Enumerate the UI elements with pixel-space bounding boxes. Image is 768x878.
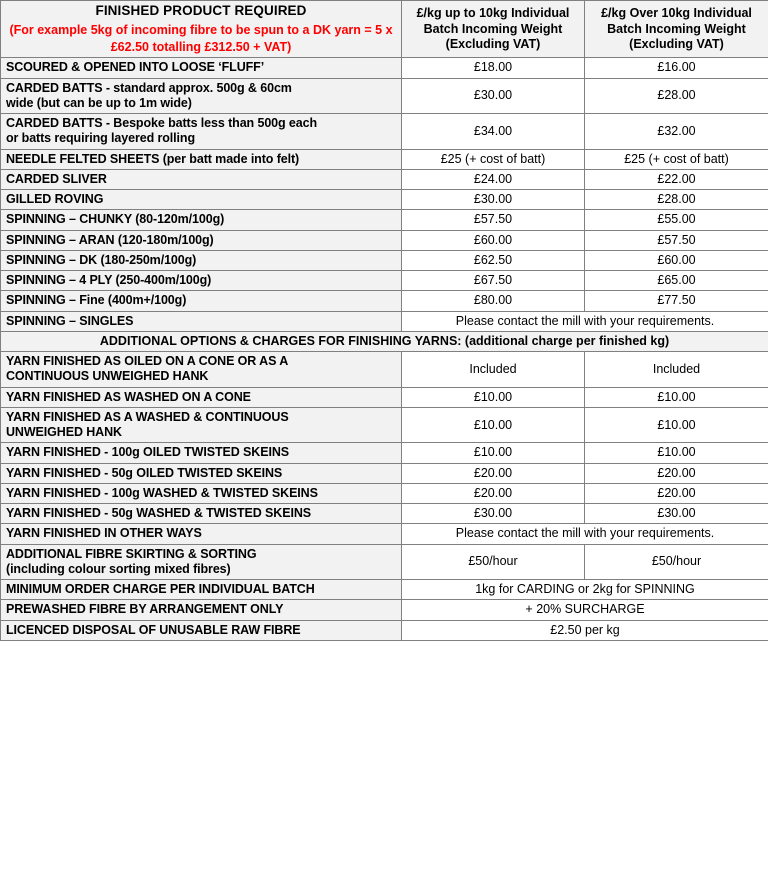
row-note-spanning: Please contact the mill with your requirements. <box>402 311 768 331</box>
table-row <box>1 58 768 78</box>
row-price-col-1: £67.50 <box>402 271 585 291</box>
row-description <box>1 190 402 210</box>
row-description-line: ADDITIONAL FIBRE SKIRTING & SORTING <box>6 546 257 561</box>
finishing-rows-section <box>1 352 768 641</box>
row-price-col-2: £20.00 <box>585 483 768 503</box>
row-price-col-2: £16.00 <box>585 58 768 78</box>
row-price-col-2: £50/hour <box>585 544 768 580</box>
table-row <box>1 311 768 331</box>
table-row <box>1 291 768 311</box>
row-description <box>1 483 402 503</box>
table-row <box>1 504 768 524</box>
table-row <box>1 149 768 169</box>
row-description-line: CONTINUOUS UNWEIGHED HANK <box>6 369 209 384</box>
product-rows-section <box>1 58 768 332</box>
row-description <box>1 463 402 483</box>
header-price-col-2-line2: Individual Batch <box>607 6 752 36</box>
header-price-col-2 <box>585 1 768 58</box>
row-price-col-2: £20.00 <box>585 463 768 483</box>
row-description-line: SPINNING – SINGLES <box>6 313 134 328</box>
row-note-spanning: £2.50 per kg <box>402 620 768 640</box>
row-price-col-1: £30.00 <box>402 78 585 114</box>
row-description <box>1 443 402 463</box>
row-description-line: CARDED BATTS - Bespoke batts less than 500g each <box>6 116 318 131</box>
row-description-line: or batts requiring layered rolling <box>6 131 195 146</box>
row-description-line: SPINNING – Fine (400m+/100g) <box>6 293 187 308</box>
header-price-col-2-line4: (Excluding VAT) <box>629 36 724 51</box>
header-price-col-2-line1: £/kg Over 10kg <box>601 6 691 21</box>
row-description-line: YARN FINISHED AS OILED ON A CONE OR AS A <box>6 354 289 369</box>
row-description-line: MINIMUM ORDER CHARGE PER INDIVIDUAL BATCH <box>6 582 315 597</box>
page-title: FINISHED PRODUCT REQUIRED <box>95 3 307 18</box>
row-description <box>1 544 402 580</box>
row-description-line: YARN FINISHED - 100g OILED TWISTED SKEINS <box>6 445 289 460</box>
row-price-col-2: £28.00 <box>585 190 768 210</box>
row-description <box>1 58 402 78</box>
table-row <box>1 169 768 189</box>
additional-options-banner: ADDITIONAL OPTIONS & CHARGES FOR FINISHING YARNS: (additional charge per finished kg) <box>1 331 768 351</box>
row-description-line: PREWASHED FIBRE BY ARRANGEMENT ONLY <box>6 602 284 617</box>
row-description <box>1 387 402 407</box>
additional-options-banner-section <box>1 331 768 351</box>
row-price-col-1: £34.00 <box>402 114 585 150</box>
row-description <box>1 504 402 524</box>
row-description-line: YARN FINISHED AS WASHED ON A CONE <box>6 389 251 404</box>
header-price-col-1 <box>402 1 585 58</box>
row-description <box>1 230 402 250</box>
row-price-col-1: £30.00 <box>402 504 585 524</box>
table-row <box>1 78 768 114</box>
table-row <box>1 230 768 250</box>
row-price-col-1: £60.00 <box>402 230 585 250</box>
row-price-col-2: Included <box>585 352 768 388</box>
row-description <box>1 580 402 600</box>
row-note-spanning: Please contact the mill with your requirements. <box>402 524 768 544</box>
header-example-note <box>6 22 396 55</box>
row-description <box>1 169 402 189</box>
row-price-col-2: £30.00 <box>585 504 768 524</box>
table-row <box>1 407 768 443</box>
table-row <box>1 331 768 351</box>
row-price-col-1: £10.00 <box>402 387 585 407</box>
row-note-spanning: 1kg for CARDING or 2kg for SPINNING <box>402 580 768 600</box>
row-description-line: CARDED SLIVER <box>6 171 107 186</box>
row-price-col-2: £10.00 <box>585 387 768 407</box>
header-price-col-1-line1: £/kg up to 10kg <box>416 6 508 21</box>
row-price-col-1: £24.00 <box>402 169 585 189</box>
row-description-line: (including colour sorting mixed fibres) <box>6 561 231 576</box>
row-price-col-1: £10.00 <box>402 407 585 443</box>
row-description <box>1 78 402 114</box>
row-price-col-1: £18.00 <box>402 58 585 78</box>
header-price-col-1-line3: Incoming Weight <box>461 21 563 36</box>
row-description <box>1 524 402 544</box>
header-example-note-line2: DK yarn = 5 x £62.50 totalling £312.50 + VAT) <box>110 23 393 54</box>
row-price-col-2: £10.00 <box>585 407 768 443</box>
row-description-line: YARN FINISHED - 100g WASHED & TWISTED SKEINS <box>6 485 318 500</box>
row-description <box>1 407 402 443</box>
row-description-line: YARN FINISHED - 50g WASHED & TWISTED SKEINS <box>6 506 311 521</box>
row-price-col-2: £10.00 <box>585 443 768 463</box>
row-price-col-1: £25 (+ cost of batt) <box>402 149 585 169</box>
row-description-line: wide (but can be up to 1m wide) <box>6 95 192 110</box>
row-note-spanning: + 20% SURCHARGE <box>402 600 768 620</box>
row-price-col-2: £77.50 <box>585 291 768 311</box>
header-product-cell <box>1 1 402 58</box>
row-description-line: YARN FINISHED - 50g OILED TWISTED SKEINS <box>6 465 283 480</box>
row-description <box>1 600 402 620</box>
row-price-col-2: £22.00 <box>585 169 768 189</box>
table-header-row <box>1 1 768 58</box>
row-price-col-1: £20.00 <box>402 483 585 503</box>
table-row <box>1 352 768 388</box>
row-description <box>1 291 402 311</box>
row-description <box>1 149 402 169</box>
row-price-col-1: £80.00 <box>402 291 585 311</box>
row-price-col-1: £30.00 <box>402 190 585 210</box>
table-row <box>1 210 768 230</box>
row-description <box>1 352 402 388</box>
table-row <box>1 600 768 620</box>
row-description <box>1 620 402 640</box>
row-price-col-2: £28.00 <box>585 78 768 114</box>
row-price-col-2: £60.00 <box>585 250 768 270</box>
row-price-col-2: £57.50 <box>585 230 768 250</box>
row-description-line: SPINNING – DK (180-250m/100g) <box>6 252 197 267</box>
row-price-col-1: £20.00 <box>402 463 585 483</box>
row-description <box>1 311 402 331</box>
table-row <box>1 463 768 483</box>
row-description-line: SPINNING – CHUNKY (80-120m/100g) <box>6 212 225 227</box>
row-price-col-2: £65.00 <box>585 271 768 291</box>
table-row <box>1 580 768 600</box>
row-price-col-1: £50/hour <box>402 544 585 580</box>
row-description-line: YARN FINISHED AS A WASHED & CONTINUOUS <box>6 409 289 424</box>
row-description <box>1 210 402 230</box>
header-price-col-2-line3: Incoming Weight <box>645 21 746 36</box>
row-description-line: LICENCED DISPOSAL OF UNUSABLE RAW FIBRE <box>6 622 301 637</box>
row-description-line: UNWEIGHED HANK <box>6 425 122 440</box>
row-description-line: SCOURED & OPENED INTO LOOSE ‘FLUFF’ <box>6 60 265 75</box>
row-description-line: SPINNING – ARAN (120-180m/100g) <box>6 232 214 247</box>
row-description-line: YARN FINISHED IN OTHER WAYS <box>6 526 202 541</box>
table-row <box>1 524 768 544</box>
row-description-line: SPINNING – 4 PLY (250-400m/100g) <box>6 273 212 288</box>
table-row <box>1 387 768 407</box>
table-row <box>1 114 768 150</box>
row-description <box>1 271 402 291</box>
row-price-col-1: £57.50 <box>402 210 585 230</box>
header-price-col-1-line4: (Excluding VAT) <box>445 36 541 51</box>
row-description-line: NEEDLE FELTED SHEETS (per batt made into felt) <box>6 151 300 166</box>
table-row <box>1 544 768 580</box>
table-row <box>1 620 768 640</box>
table-row <box>1 190 768 210</box>
table-row <box>1 443 768 463</box>
table-row <box>1 271 768 291</box>
row-description <box>1 114 402 150</box>
row-price-col-2: £55.00 <box>585 210 768 230</box>
row-description <box>1 250 402 270</box>
header-price-col-1-line2: Individual Batch <box>423 6 570 36</box>
row-price-col-1: Included <box>402 352 585 388</box>
row-price-col-1: £10.00 <box>402 443 585 463</box>
row-price-col-1: £62.50 <box>402 250 585 270</box>
pricing-table-body <box>1 1 768 58</box>
table-row <box>1 483 768 503</box>
row-description-line: CARDED BATTS - standard approx. 500g & 60cm <box>6 80 292 95</box>
row-price-col-2: £25 (+ cost of batt) <box>585 149 768 169</box>
table-row <box>1 250 768 270</box>
row-price-col-2: £32.00 <box>585 114 768 150</box>
row-description-line: GILLED ROVING <box>6 192 104 207</box>
header-example-note-line1: (For example 5kg of incoming fibre to be spun to a <box>9 23 310 38</box>
